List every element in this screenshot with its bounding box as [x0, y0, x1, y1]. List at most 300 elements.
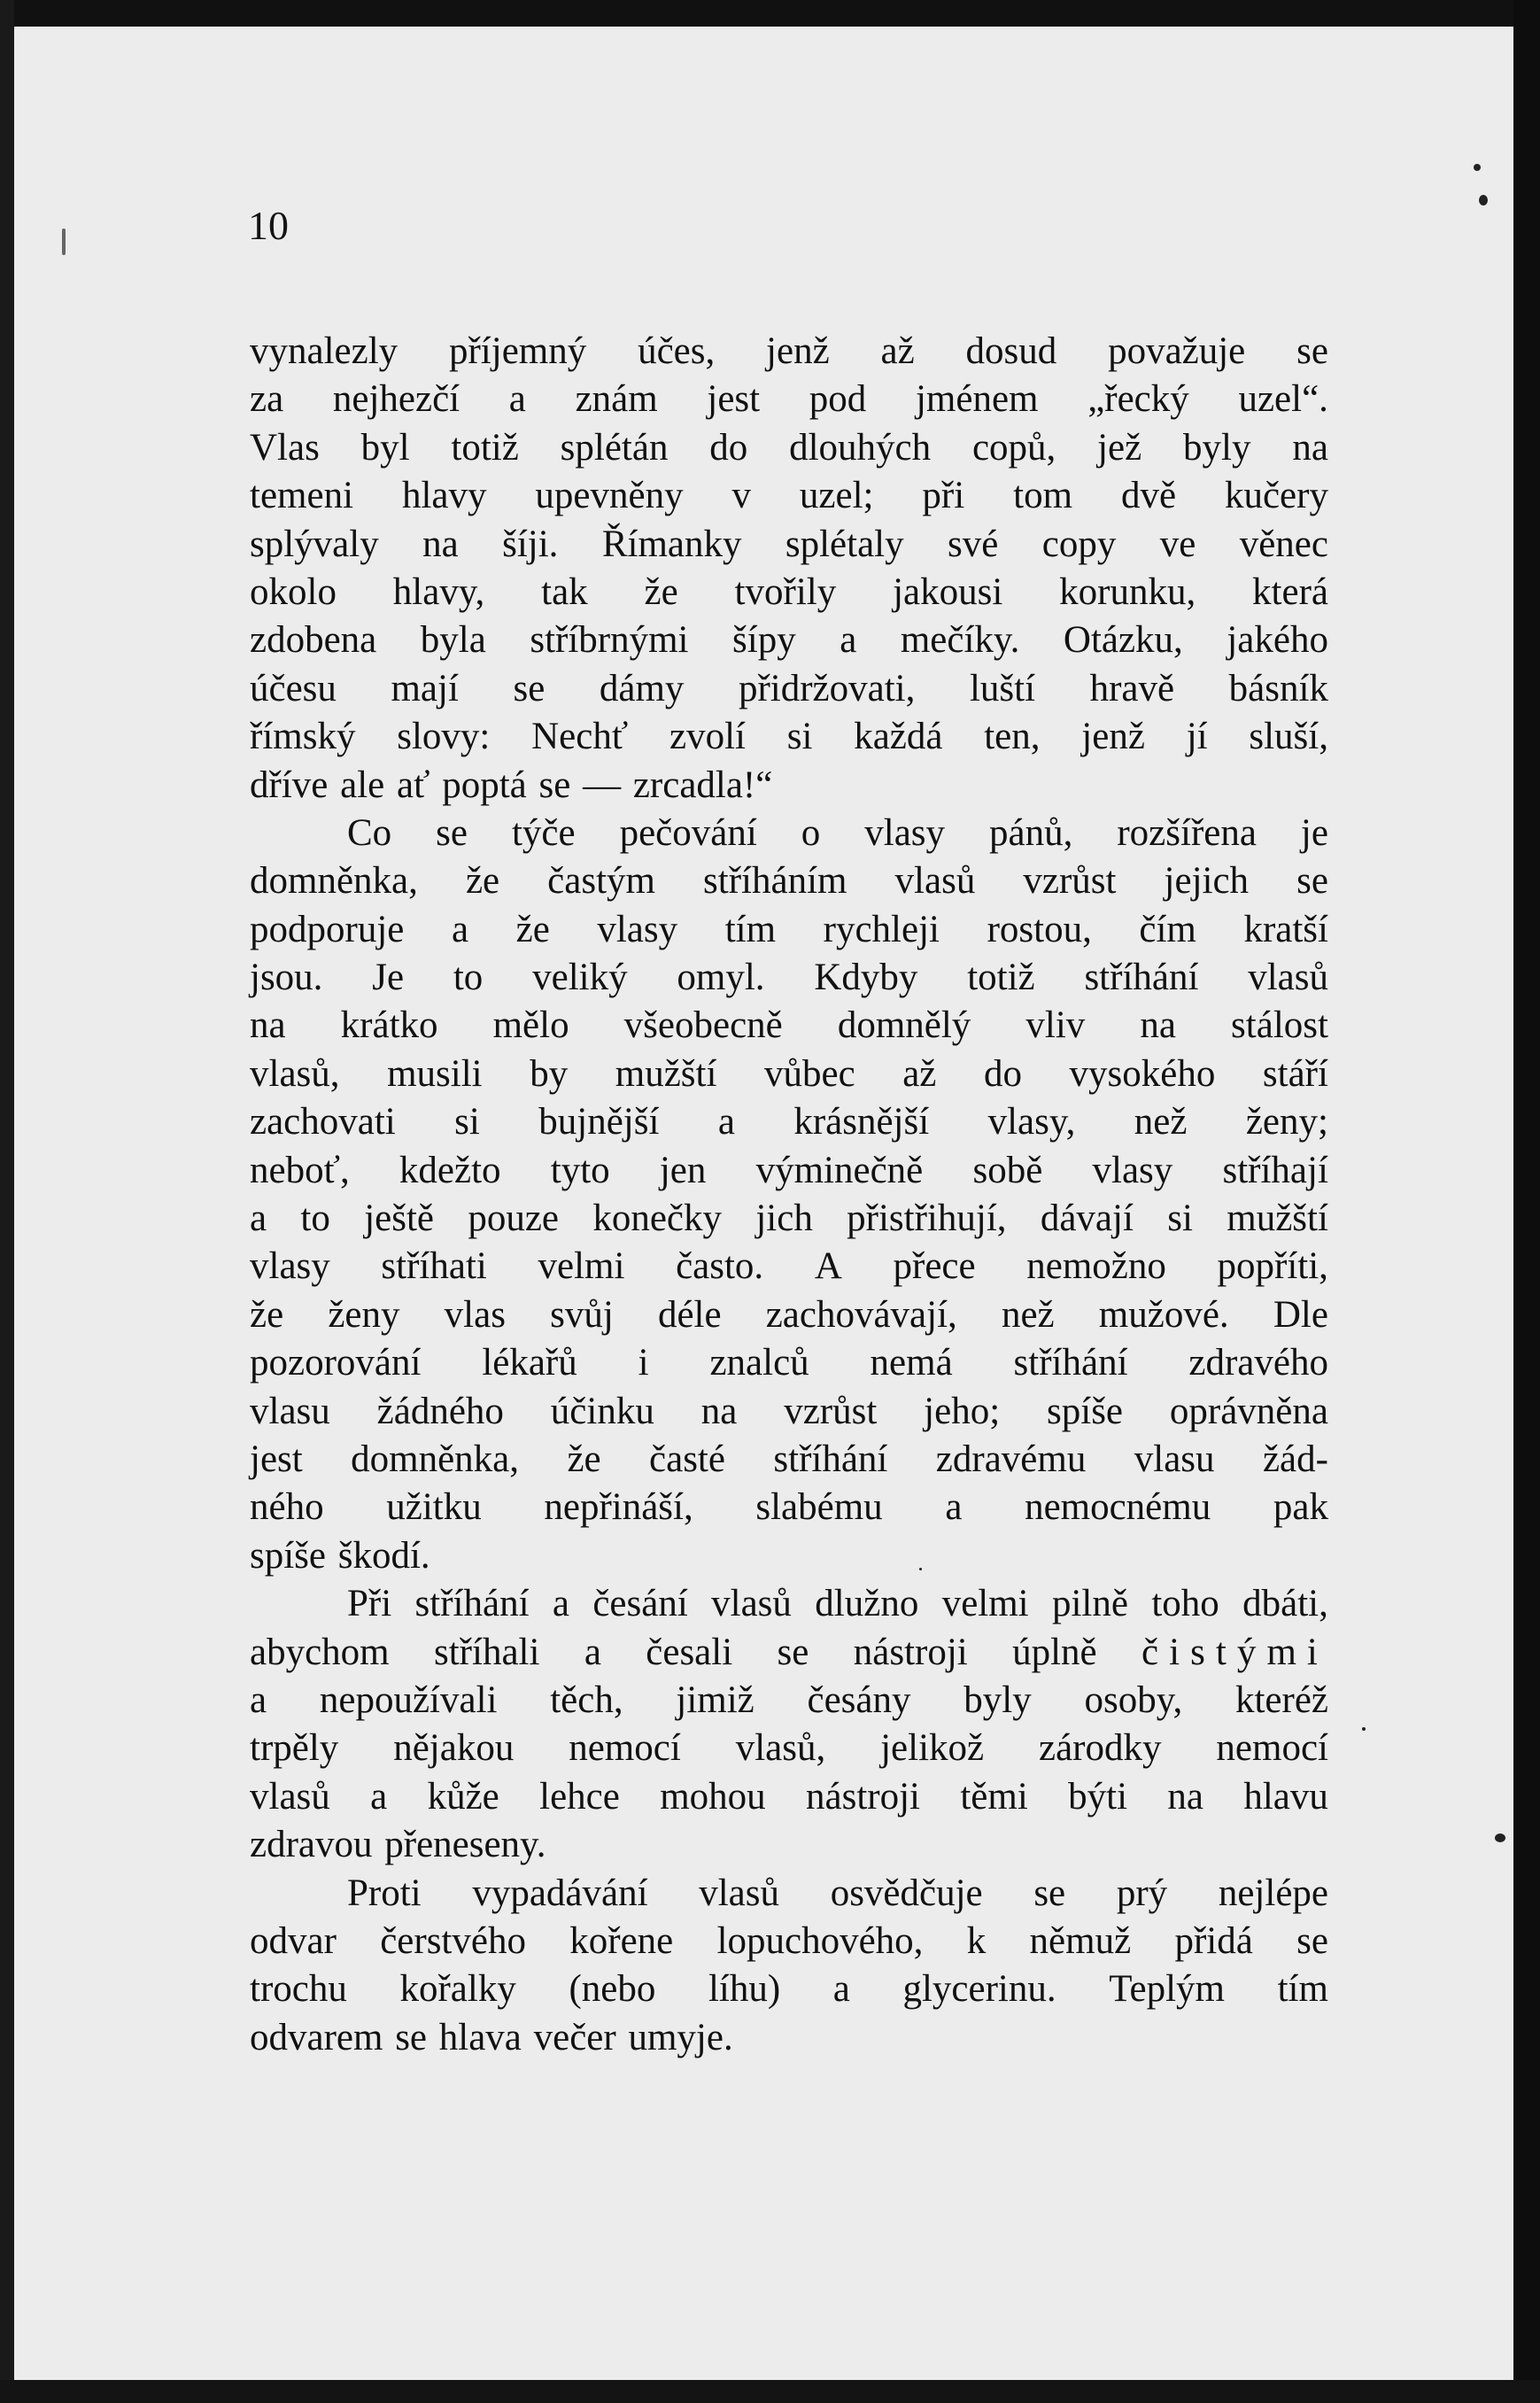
- word: a: [250, 1198, 267, 1240]
- scan-speck: [62, 229, 66, 255]
- word: žád-: [1262, 1438, 1328, 1480]
- word: hlavu: [1243, 1775, 1328, 1818]
- word: pečování: [619, 811, 757, 854]
- word: a: [508, 378, 526, 421]
- word: zrcadla!“: [632, 764, 773, 806]
- word: jen: [659, 1149, 707, 1191]
- word: úplně: [1012, 1631, 1097, 1673]
- word: zdravou: [250, 1824, 373, 1866]
- word: pilně: [1051, 1583, 1128, 1625]
- word: česání: [592, 1583, 688, 1625]
- text-line: [250, 1532, 1328, 1580]
- word: korunku,: [1059, 570, 1196, 613]
- text-line: [250, 1870, 1328, 1918]
- word: k: [966, 1919, 987, 1962]
- word: domněnka,: [351, 1438, 520, 1480]
- word: Římanky: [601, 523, 742, 565]
- text-line: [250, 1002, 1328, 1050]
- word: zachovávají,: [765, 1293, 957, 1336]
- word: za: [250, 378, 284, 421]
- text-line: [250, 1580, 1328, 1628]
- word: Vlas: [250, 426, 320, 469]
- paragraph: [250, 1580, 1328, 1869]
- word: znalců: [709, 1342, 809, 1384]
- word: jimiž: [676, 1678, 755, 1721]
- text-line: [250, 1147, 1328, 1195]
- word: a: [552, 1583, 569, 1625]
- text-line: [250, 1965, 1328, 2013]
- word: tím: [1277, 1968, 1328, 2011]
- word: splétán: [560, 426, 669, 469]
- word: stříhání: [414, 1583, 530, 1625]
- text-line: [250, 1821, 1328, 1869]
- word: luští: [969, 667, 1036, 709]
- body-text: [250, 328, 1328, 2062]
- scan-speck: [1362, 1727, 1366, 1731]
- text-line: [250, 1629, 1328, 1677]
- word: jakousi: [893, 570, 1003, 613]
- text-line: [250, 1195, 1328, 1243]
- text-line: [250, 762, 1328, 810]
- word: nějakou: [393, 1727, 515, 1770]
- word: pouze: [468, 1198, 560, 1240]
- word: na: [1167, 1775, 1203, 1818]
- word: přeneseny.: [384, 1824, 546, 1866]
- scan-speck: [1474, 164, 1481, 171]
- word: domněnka,: [250, 860, 418, 903]
- word: vzrůst: [784, 1390, 878, 1432]
- paragraph: [250, 328, 1328, 810]
- word: abychom: [250, 1631, 390, 1673]
- word: tyto: [550, 1149, 610, 1191]
- word: vypadávání: [472, 1872, 648, 1914]
- word: stříhati: [381, 1245, 487, 1288]
- word: římský: [250, 716, 356, 758]
- text-line: [250, 1436, 1328, 1484]
- word: se: [395, 2016, 428, 2058]
- word: na: [1140, 1004, 1176, 1047]
- word: mohou: [660, 1775, 766, 1818]
- word: šíji.: [502, 523, 559, 565]
- scan-edge-bottom: [0, 2380, 1540, 2403]
- text-line: [250, 810, 1328, 857]
- word: všeobecně: [623, 1004, 783, 1047]
- word: totiž: [967, 957, 1035, 999]
- word: a: [451, 908, 469, 950]
- text-line: [250, 2014, 1328, 2062]
- word: přistřihují,: [847, 1198, 1007, 1240]
- word: dlužno: [815, 1583, 919, 1625]
- word: lékařů: [482, 1342, 577, 1384]
- word: temeni: [250, 475, 354, 517]
- word: prý: [1116, 1872, 1168, 1914]
- word: se: [1296, 1919, 1328, 1962]
- word: těmi: [960, 1775, 1028, 1818]
- text-line: [250, 906, 1328, 954]
- word: přece: [893, 1245, 976, 1288]
- word: hravě: [1089, 667, 1175, 709]
- word: hlava: [438, 2016, 522, 2058]
- word: ten,: [984, 716, 1041, 758]
- word: Při: [347, 1583, 392, 1625]
- paragraph: [250, 1870, 1328, 2063]
- word: nemocnému: [1025, 1486, 1211, 1529]
- word: jich: [755, 1198, 813, 1240]
- word: vlasu: [1134, 1438, 1215, 1480]
- word: to: [453, 957, 484, 999]
- word: zdobena: [250, 619, 377, 662]
- word: žádného: [376, 1390, 504, 1432]
- word: ještě: [364, 1198, 435, 1240]
- word: splétaly: [785, 523, 904, 565]
- word: jakého: [1227, 619, 1328, 662]
- word: poptá: [442, 764, 527, 806]
- word: domnělý: [837, 1004, 971, 1047]
- word: česali: [646, 1631, 733, 1673]
- text-line: [250, 1388, 1328, 1436]
- word: se: [1033, 1872, 1066, 1914]
- word: kdežto: [399, 1149, 501, 1191]
- word: odvar: [250, 1919, 337, 1962]
- word: kteréž: [1234, 1678, 1328, 1721]
- word: Otázku,: [1063, 619, 1183, 662]
- word: ale: [340, 764, 385, 806]
- word: každá: [854, 716, 943, 758]
- word: spíše: [250, 1534, 326, 1577]
- word: splývaly: [250, 523, 379, 565]
- text-line: [250, 1050, 1328, 1098]
- word: —: [583, 764, 622, 806]
- word: mělo: [492, 1004, 569, 1047]
- text-line: [250, 1918, 1328, 1965]
- word: vlasů: [711, 1583, 792, 1625]
- word: vlasů: [250, 1775, 330, 1818]
- word: užitku: [386, 1486, 482, 1529]
- word: česány: [807, 1678, 911, 1721]
- word: jejich: [1164, 860, 1250, 903]
- paragraph: [250, 810, 1328, 1580]
- word: si: [786, 716, 813, 758]
- word: omyl.: [677, 957, 765, 999]
- word: tím: [724, 908, 777, 950]
- scan-edge-right: [1513, 0, 1540, 2403]
- word: až: [902, 1052, 937, 1095]
- word: jelikož: [880, 1727, 985, 1770]
- word: uzel“.: [1238, 378, 1328, 421]
- word: věnec: [1239, 523, 1328, 565]
- word: okolo: [250, 570, 337, 613]
- word: nejlépe: [1218, 1872, 1328, 1914]
- word: toho: [1151, 1583, 1219, 1625]
- scan-speck: [1495, 1833, 1505, 1842]
- word: tak: [541, 570, 588, 613]
- word: nástroji: [806, 1775, 920, 1818]
- word: jest: [250, 1438, 303, 1480]
- word: považuje: [1108, 330, 1246, 372]
- word: totiž: [451, 426, 519, 469]
- word: velmi: [941, 1583, 1029, 1625]
- word: až: [880, 330, 915, 372]
- word: podporuje: [250, 908, 405, 950]
- word: že: [515, 908, 550, 950]
- word: oprávněna: [1169, 1390, 1328, 1432]
- word: stříhání: [773, 1438, 888, 1480]
- word: se: [1296, 330, 1328, 372]
- scan-edge-top: [0, 0, 1540, 27]
- word: slovy:: [397, 716, 491, 758]
- text-line: [250, 1773, 1328, 1821]
- word: trochu: [250, 1968, 347, 2011]
- scan-speck: [1479, 195, 1488, 205]
- text-line: [250, 424, 1328, 472]
- word: do: [983, 1052, 1022, 1095]
- word: tvořily: [734, 570, 837, 613]
- word: lehce: [539, 1775, 620, 1818]
- word: častým: [547, 860, 655, 903]
- text-line: [250, 1339, 1328, 1387]
- word: jež: [1097, 426, 1142, 469]
- word: nemocí: [569, 1727, 681, 1770]
- word: jménem: [915, 378, 1039, 421]
- word: že: [567, 1438, 601, 1480]
- word: osoby,: [1084, 1678, 1183, 1721]
- word: Kdyby: [814, 957, 918, 999]
- word: vynalezly: [250, 330, 399, 372]
- word: dbáti,: [1242, 1583, 1328, 1625]
- word: Je: [372, 957, 405, 999]
- word: znám: [575, 378, 658, 421]
- word: dosud: [965, 330, 1057, 372]
- word: copy: [1041, 523, 1117, 565]
- word: pod: [809, 378, 867, 421]
- word: líhu): [708, 1968, 781, 2011]
- word: nejhezčí: [332, 378, 460, 421]
- text-line: [250, 569, 1328, 616]
- word: čím: [1139, 908, 1196, 950]
- text-line: [250, 328, 1328, 376]
- word: o: [801, 811, 821, 854]
- word: rostou,: [987, 908, 1092, 950]
- text-line: [250, 1098, 1328, 1146]
- word: rozšířena: [1117, 811, 1257, 854]
- word: nástroji: [853, 1631, 968, 1673]
- word: účes,: [638, 330, 716, 372]
- word: hlavy: [401, 475, 487, 517]
- scan-edge-left: [0, 0, 14, 2403]
- word: konečky: [592, 1198, 723, 1240]
- word: která: [1252, 570, 1328, 613]
- text-line: [250, 1725, 1328, 1772]
- word: ať: [396, 764, 430, 806]
- word: lopuchového,: [716, 1919, 924, 1962]
- word: vlasy: [864, 811, 946, 854]
- word: svůj: [550, 1293, 614, 1336]
- word: i: [638, 1342, 649, 1384]
- word: vlasy: [597, 908, 678, 950]
- word: býti: [1068, 1775, 1128, 1818]
- word: škodí.: [337, 1534, 430, 1577]
- word: Nechť: [531, 716, 629, 758]
- word: stříhají: [1222, 1149, 1328, 1191]
- word: mužští: [615, 1052, 717, 1095]
- word: vlasu: [250, 1390, 330, 1432]
- word: ve: [1159, 523, 1196, 565]
- word: stálost: [1231, 1004, 1328, 1047]
- word: Dle: [1273, 1293, 1328, 1336]
- word: večer: [533, 2016, 616, 2058]
- word: než: [1001, 1293, 1055, 1336]
- word: mečíky.: [900, 619, 1020, 662]
- word: vlasů: [699, 1872, 779, 1914]
- text-line: [250, 665, 1328, 713]
- word: stáří: [1262, 1052, 1328, 1095]
- word: se: [513, 667, 546, 709]
- word: déle: [657, 1293, 722, 1336]
- word: (nebo: [569, 1968, 656, 2011]
- word: spíše: [1047, 1390, 1124, 1432]
- word: trpěly: [250, 1727, 339, 1770]
- word: jenž: [1081, 716, 1145, 758]
- word: rychleji: [823, 908, 940, 950]
- word: zdravého: [1188, 1342, 1328, 1384]
- word: účinku: [550, 1390, 654, 1432]
- word: vysokého: [1069, 1052, 1216, 1095]
- word: vliv: [1025, 1004, 1086, 1047]
- word: sobě: [972, 1149, 1043, 1191]
- text-line: [250, 1677, 1328, 1725]
- word: jí: [1186, 716, 1208, 758]
- word: vzrůst: [1023, 860, 1117, 903]
- word: výminečně: [755, 1149, 924, 1191]
- word: byla: [420, 619, 486, 662]
- word: A: [814, 1245, 842, 1288]
- word: a: [584, 1631, 601, 1673]
- text-line: [250, 954, 1328, 1002]
- word: pozorování: [250, 1342, 422, 1384]
- word: veliký: [532, 957, 628, 999]
- word: zdravému: [935, 1438, 1087, 1480]
- word: dávají: [1040, 1198, 1134, 1240]
- word: že: [644, 570, 678, 613]
- word: kůže: [427, 1775, 499, 1818]
- word: „řecký: [1087, 378, 1189, 421]
- word: vlasů,: [250, 1052, 340, 1095]
- word: na: [250, 1004, 286, 1047]
- word: byl: [360, 426, 410, 469]
- word: své: [948, 523, 999, 565]
- word: krásnější: [793, 1101, 930, 1143]
- word: se: [538, 764, 571, 806]
- word: vlasů,: [735, 1727, 826, 1770]
- word: hlavy,: [392, 570, 485, 613]
- word: musili: [387, 1052, 483, 1095]
- word: se: [1296, 860, 1328, 903]
- text-line: [250, 857, 1328, 905]
- text-line: [250, 1484, 1328, 1531]
- word: Teplým: [1109, 1968, 1225, 2011]
- text-line: [250, 713, 1328, 761]
- word: do: [709, 426, 748, 469]
- word: pánů,: [989, 811, 1073, 854]
- word: ženy: [328, 1293, 400, 1336]
- word: čerstvého: [380, 1919, 526, 1962]
- word: kořene: [569, 1919, 674, 1962]
- word: a: [945, 1486, 963, 1529]
- word: těch,: [550, 1678, 623, 1721]
- word: mužští: [1227, 1198, 1328, 1240]
- word: přidržovati,: [738, 667, 916, 709]
- word: vlasy: [1092, 1149, 1173, 1191]
- word: než: [1134, 1101, 1188, 1143]
- word: vlasů: [894, 860, 976, 903]
- word: nemá: [870, 1342, 953, 1384]
- word: nemocí: [1216, 1727, 1328, 1770]
- word: nemožno: [1026, 1245, 1166, 1288]
- word: si: [454, 1101, 480, 1143]
- word: často.: [676, 1245, 764, 1288]
- text-line: [250, 1291, 1328, 1339]
- word: uzel;: [799, 475, 874, 517]
- word: vlasů: [1248, 957, 1328, 999]
- word: němuž: [1029, 1919, 1132, 1962]
- word: neboť,: [250, 1149, 350, 1191]
- word: kučery: [1224, 475, 1328, 517]
- word: že: [250, 1293, 284, 1336]
- word: pak: [1273, 1486, 1328, 1529]
- word: byly: [1183, 426, 1251, 469]
- word: se: [436, 811, 468, 854]
- word: tom: [1013, 475, 1073, 517]
- word: na: [700, 1390, 738, 1432]
- word: jest: [707, 378, 761, 421]
- word: jsou.: [250, 957, 323, 999]
- word: časté: [649, 1438, 725, 1480]
- word: příjemný: [448, 330, 587, 372]
- word: stříhání: [1084, 957, 1199, 999]
- word: upevněny: [535, 475, 684, 517]
- word: že: [465, 860, 500, 903]
- word: vlas: [444, 1293, 506, 1336]
- word: odvarem: [250, 2016, 383, 2058]
- word: jenž: [766, 330, 830, 372]
- word: týče: [511, 811, 576, 854]
- word: vlasy: [250, 1245, 330, 1288]
- word: je: [1300, 811, 1328, 854]
- text-line: [250, 616, 1328, 664]
- word: stříhání: [1013, 1342, 1128, 1384]
- word: dlouhých: [789, 426, 932, 469]
- word: dříve: [250, 764, 329, 806]
- word: dámy: [599, 667, 685, 709]
- word: stříhali: [434, 1631, 540, 1673]
- word: na: [1292, 426, 1328, 469]
- word: nepoužívali: [319, 1678, 498, 1721]
- word: vůbec: [763, 1052, 855, 1095]
- word: nepřináší,: [544, 1486, 693, 1529]
- word: Co: [347, 811, 392, 854]
- word: šípy: [732, 619, 796, 662]
- word: bujnější: [538, 1101, 660, 1143]
- word: ného: [250, 1486, 324, 1529]
- word: umyje.: [628, 2016, 733, 2058]
- word: čistými: [1141, 1631, 1328, 1673]
- word: se: [777, 1631, 809, 1673]
- word: při: [922, 475, 965, 517]
- page-number: 10: [248, 203, 289, 248]
- word: slabému: [755, 1486, 883, 1529]
- text-line: [250, 376, 1328, 423]
- word: popříti,: [1217, 1245, 1328, 1288]
